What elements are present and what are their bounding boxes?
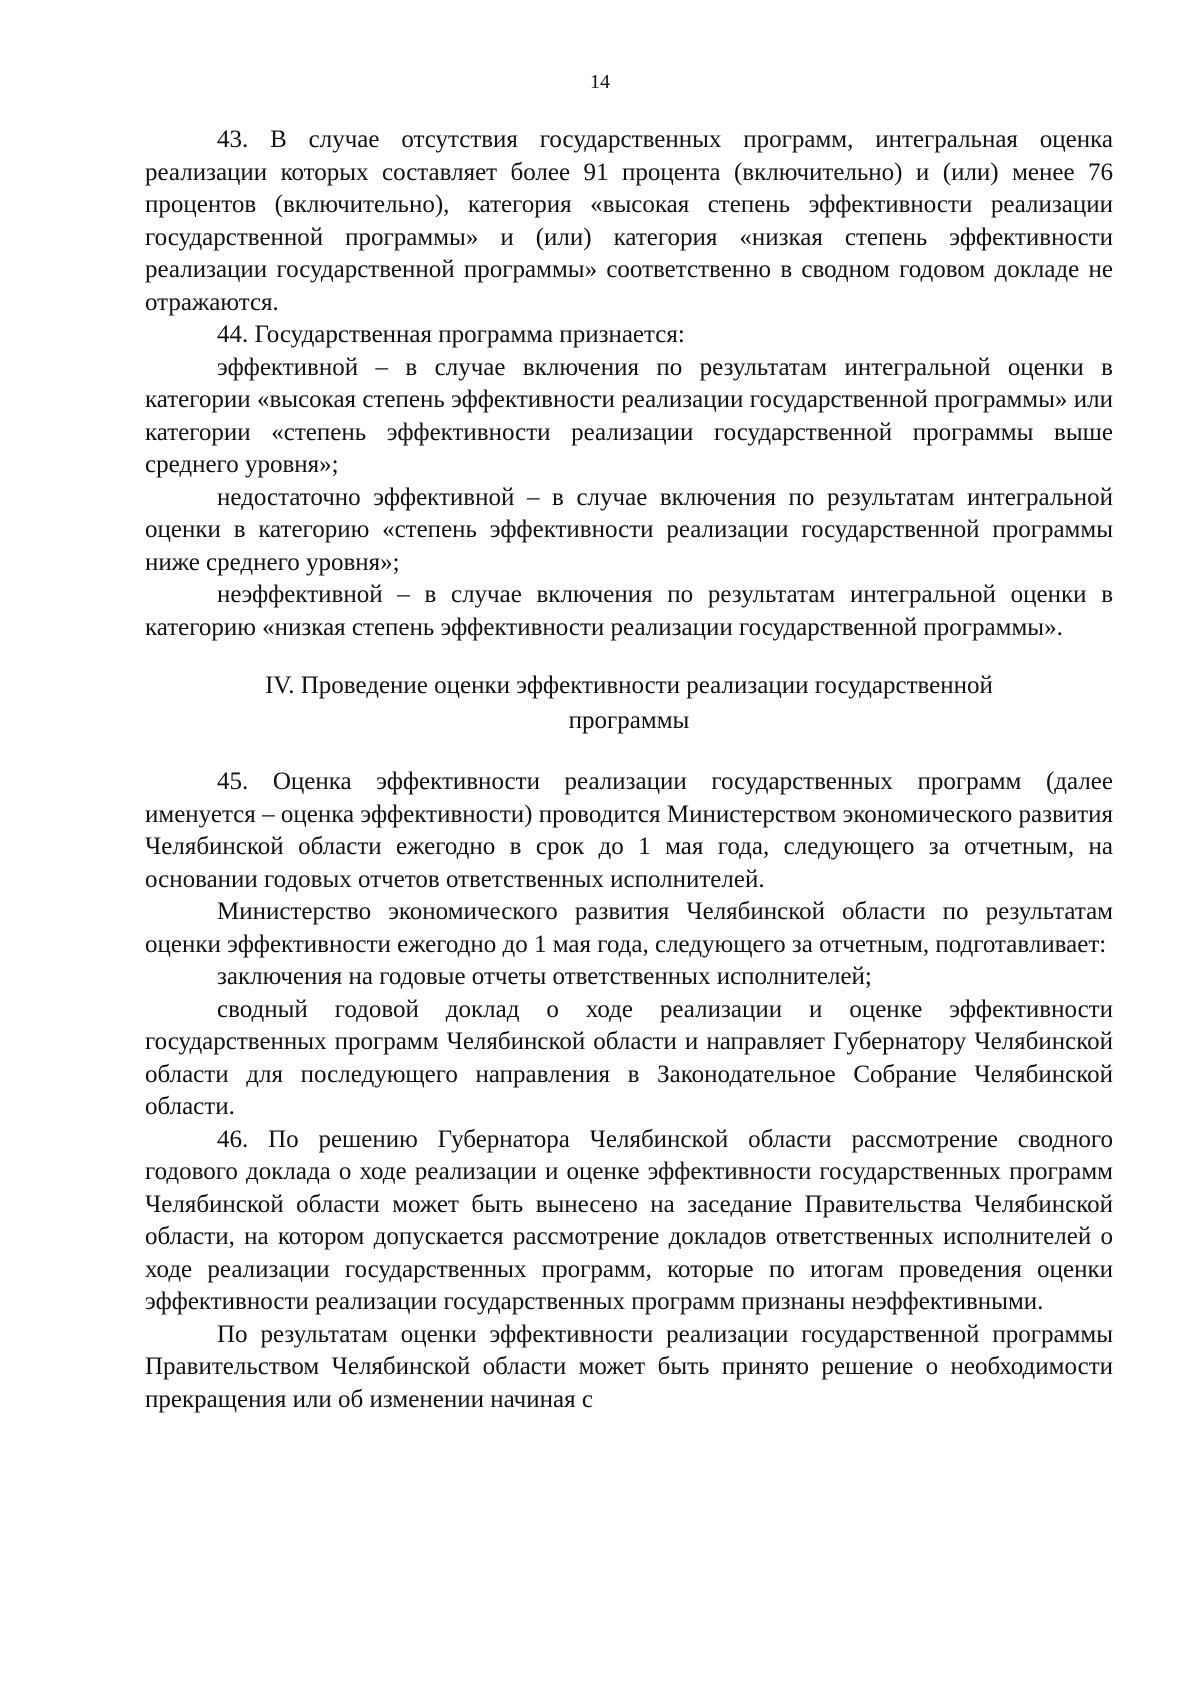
- paragraph-effective: эффективной – в случае включения по результатам интегральной оценки в категории «высокая степень эффективности реализации государственной программы» или категории «степень эффективности реализации государственной программы выше среднего уровня»;: [145, 353, 1113, 478]
- paragraph-insufficiently-effective: недостаточно эффективной – в случае включения по результатам интегральной оценки в категорию «степень эффективности реализации государственной программы ниже среднего уровня»;: [145, 483, 1113, 576]
- paragraph-ineffective: неэффективной – в случае включения по результатам интегральной оценки в категорию «низкая степень эффективности реализации государственной программы».: [145, 581, 1113, 641]
- paragraph-45: 45. Оценка эффективности реализации государственных программ (далее именуется – оценка эффективности) проводится Министерством экономического развития Челябинской области ежегодно в срок до 1 мая года, следующего за отчетным, на основании годовых отчетов ответственных исполнителей.: [145, 768, 1113, 893]
- page-number: 14: [590, 71, 610, 93]
- paragraph-ministry-prepares: Министерство экономического развития Челябинской области по результатам оценки эффективности ежегодно до 1 мая года, следующего за отчетным, подготавливает:: [145, 898, 1113, 958]
- paragraph-conclusions: заключения на годовые отчеты ответственных исполнителей;: [217, 963, 872, 990]
- document-body: [145, 124, 1113, 1416]
- section-heading-line-1: IV. Проведение оценки эффективности реализации государственной: [265, 672, 993, 699]
- section-heading-line-2: программы: [568, 707, 690, 734]
- paragraph-summary-report: сводный годовой доклад о ходе реализации и оценке эффективности государственных программ Челябинской области и направляет Губернатору Челябинской области для последующего направления в Законодательное Собрание Челябинской области.: [145, 995, 1113, 1120]
- section-heading: [145, 668, 1113, 738]
- paragraph-46: 46. По решению Губернатора Челябинской области рассмотрение сводного годового доклада о ходе реализации и оценке эффективности государственных программ Челябинской области может быть вынесено на заседание Правительства Челябинской области, на котором допускается рассмотрение докладов ответственных исполнителей о ходе реализации государственных программ, которые по итогам проведения оценки эффективности реализации государственных программ признаны неэффективными.: [145, 1125, 1113, 1315]
- paragraph-43: 43. В случае отсутствия государственных программ, интегральная оценка реализации которых составляет более 91 процента (включительно) и (или) менее 76 процентов (включительно), категория «высокая степень эффективности реализации государственной программы» и (или) категория «низкая степень эффективности реализации государственной программы» соответственно в сводном годовом докладе не отражаются.: [145, 126, 1113, 316]
- paragraph-decision: По результатам оценки эффективности реализации государственной программы Правительством Челябинской области может быть принято решение о необходимости прекращения или об изменении начиная с: [145, 1320, 1113, 1413]
- paragraph-44: 44. Государственная программа признается:: [217, 321, 685, 348]
